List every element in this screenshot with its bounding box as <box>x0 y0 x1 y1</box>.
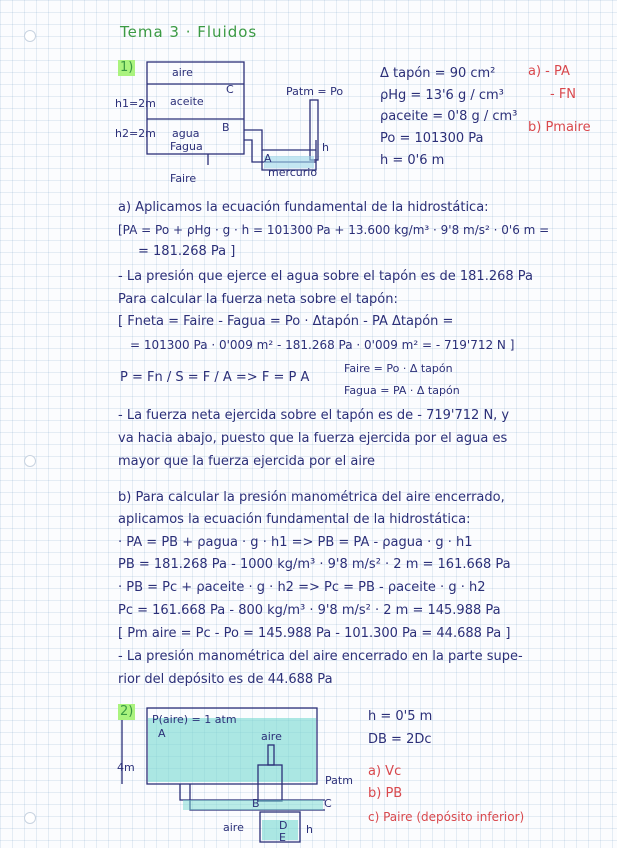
solution-line: P = Fn / S = F / A => F = P A <box>120 370 310 385</box>
solution-line: va hacia abajo, puesto que la fuerza ejercida por el agua es <box>118 431 508 446</box>
diagram-label: h <box>322 141 329 154</box>
diagram-label: aire <box>261 730 282 743</box>
solution-line: mayor que la fuerza ejercida por el aire <box>118 454 376 469</box>
diagram-label: aceite <box>170 95 204 108</box>
solution-line: - La presión que ejerce el agua sobre el tapón es de 181.268 Pa <box>118 269 533 284</box>
solution-line: [ Pm aire = Pc - Po = 145.988 Pa - 101.300 Pa = 44.688 Pa ] <box>118 626 511 641</box>
diagram-label: h2=2m <box>115 127 156 140</box>
diagram-label: A <box>264 152 272 165</box>
diagram-label: Faire <box>170 172 197 185</box>
diagram-label: aire <box>172 66 193 79</box>
diagram-label: D <box>279 819 288 832</box>
solution-line: [ Fneta = Faire - Fagua = Po · Δtapón - PA Δtapón = <box>118 314 454 329</box>
diagram-label: C <box>324 797 332 810</box>
vertical-tube <box>310 100 318 160</box>
solution-line: · PB = Pc + ρaceite · g · h2 => Pc = PB - ρaceite · g · h2 <box>118 580 486 595</box>
solution-line: Faire = Po · Δ tapón <box>344 362 453 375</box>
solution-line: a) Aplicamos la ecuación fundamental de la hidrostática: <box>118 200 489 215</box>
question-item: b) Pmaire <box>528 120 591 135</box>
solution-line: Para calcular la fuerza neta sobre el tapón: <box>118 292 398 307</box>
diagram-label: 4m <box>117 761 135 774</box>
diagram-label: P(aire) = 1 atm <box>152 713 237 726</box>
diagram-label: aire <box>223 821 244 834</box>
question-item: a) - PA <box>528 64 570 79</box>
diagram-label: E <box>279 831 286 844</box>
solution-line: rior del depósito es de 44.688 Pa <box>118 672 333 687</box>
diagram-label: Patm = Po <box>286 85 344 98</box>
problem-number: 1) <box>120 60 134 75</box>
diagram-label: h <box>306 823 313 836</box>
solution-line: = 101300 Pa · 0'009 m² - 181.268 Pa · 0'009 m² = - 719'712 N ] <box>130 338 515 352</box>
question-item: - FN <box>550 87 577 102</box>
solution-line: - La presión manométrica del aire encerrado en la parte supe- <box>118 649 523 664</box>
diagram-label: C <box>226 83 234 96</box>
page-title: Tema 3 · Fluidos <box>120 23 258 41</box>
solution-line: aplicamos la ecuación fundamental de la hidrostática: <box>118 512 471 527</box>
diagram-label: agua <box>172 127 200 140</box>
solution-line: [PA = Po + ρHg · g · h = 101300 Pa + 13.600 kg/m³ · 9'8 m/s² · 0'6 m = <box>118 223 550 237</box>
question-item: c) Paire (depósito inferior) <box>368 810 525 824</box>
diagram-label: mercurio <box>268 166 318 179</box>
solution-line: PB = 181.268 Pa - 1000 kg/m³ · 9'8 m/s² · 2 m = 161.668 Pa <box>118 557 511 572</box>
data-item: h = 0'6 m <box>380 153 445 168</box>
data-item: DB = 2Dc <box>368 732 432 747</box>
diagram-label: A <box>158 727 166 740</box>
diagram-label: Patm <box>325 774 353 787</box>
question-item: a) Vc <box>368 764 402 779</box>
solution-line: - La fuerza neta ejercida sobre el tapón es de - 719'712 N, y <box>118 408 510 423</box>
diagram-label: Fagua <box>170 140 203 153</box>
solution-line: Pc = 161.668 Pa - 800 kg/m³ · 9'8 m/s² · 2 m = 145.988 Pa <box>118 603 501 618</box>
diagram-label: h1=2m <box>115 97 156 110</box>
solution-line: · PA = PB + ρagua · g · h1 => PB = PA - ρagua · g · h1 <box>118 535 473 550</box>
diagram-label: B <box>222 121 230 134</box>
solution-line: b) Para calcular la presión manométrica del aire encerrado, <box>118 490 505 505</box>
solution-line: Fagua = PA · Δ tapón <box>344 384 460 397</box>
data-item: Δ tapón = 90 cm² <box>380 66 496 81</box>
problem-number: 2) <box>120 704 134 719</box>
solution-line: = 181.268 Pa ] <box>138 244 236 259</box>
pipe-outline <box>244 130 316 150</box>
data-item: Po = 101300 Pa <box>380 131 484 146</box>
diagram-label: B <box>252 797 260 810</box>
question-item: b) PB <box>368 786 403 801</box>
data-item: ρHg = 13'6 g / cm³ <box>380 88 504 103</box>
data-item: h = 0'5 m <box>368 709 433 724</box>
data-item: ρaceite = 0'8 g / cm³ <box>380 109 518 124</box>
